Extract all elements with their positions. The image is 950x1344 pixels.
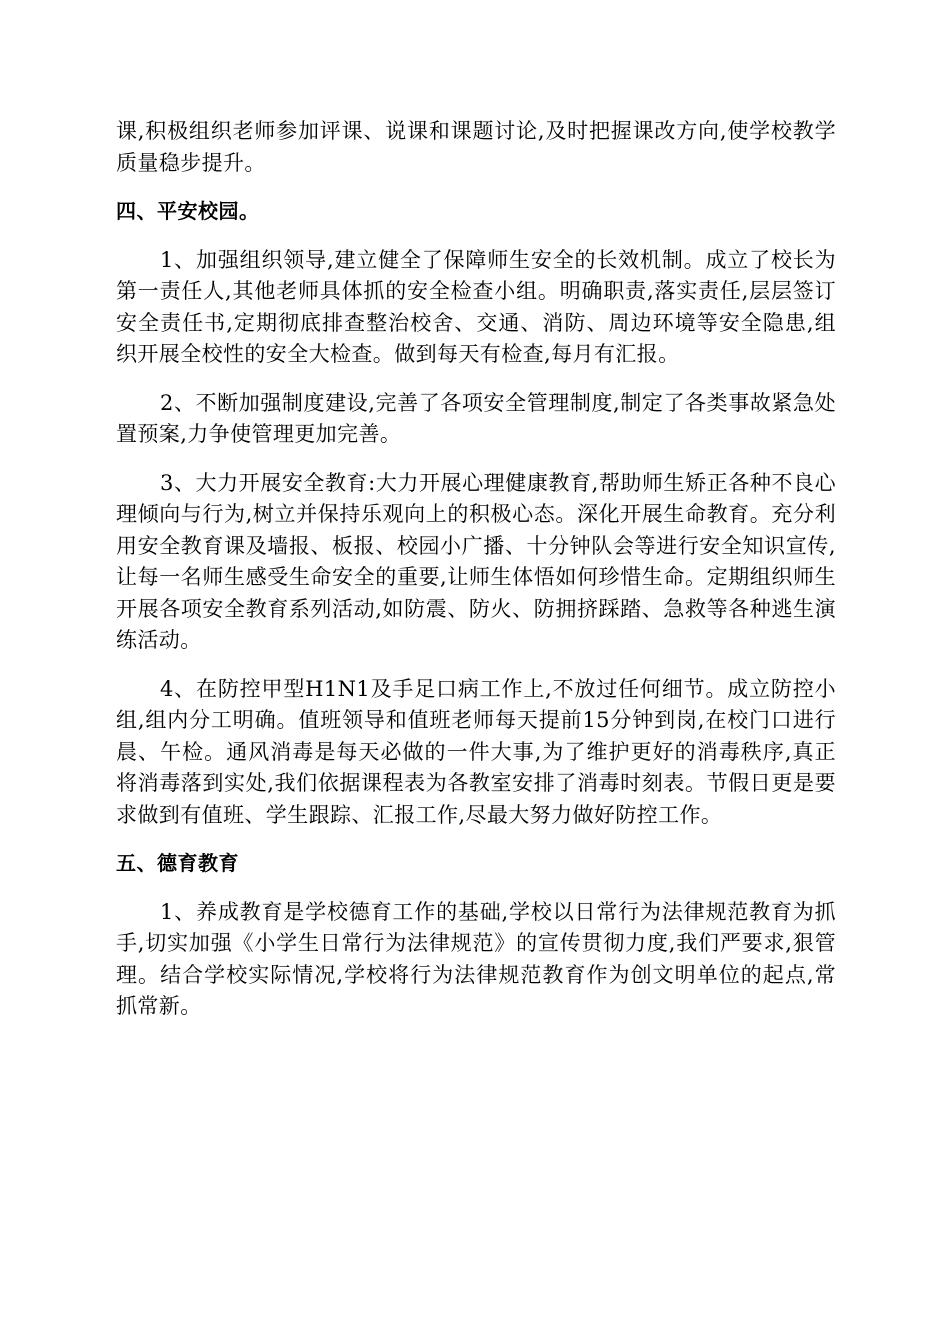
safe-campus-paragraph-1: 1、加强组织领导,建立健全了保障师生安全的长效机制。成立了校长为第一责任人,其他老师具体抓的安全检查小组。明确职责,落实责任,层层签订安全责任书,定期彻底排查整治校舍、交通、消防、周边环境等安全隐患,组织开展全校性的安全大检查。做到每天有检查,每月有汇报。 [116, 247, 836, 366]
document-body [116, 116, 836, 1040]
continuation-paragraph: 课,积极组织老师参加评课、说课和课题讨论,及时把握课改方向,使学校教学质量稳步提升。 [116, 119, 836, 175]
safe-campus-paragraph-2: 2、不断加强制度建设,完善了各项安全管理制度,制定了各类事故紧急处置预案,力争使管理更加完善。 [116, 390, 836, 446]
section-heading-moral-education: 五、德育教育 [116, 851, 239, 875]
safe-campus-paragraph-4: 4、在防控甲型H1N1及手足口病工作上,不放过任何细节。成立防控小组,组内分工明确。值班领导和值班老师每天提前15分钟到岗,在校门口进行晨、午检。通风消毒是每天必做的一件大事,为了维护更好的消毒秩序,真正将消毒落到实处,我们依据课程表为各教室安排了消毒时刻表。节假日更是要求做到有值班、学生跟踪、汇报工作,尽最大努力做好防控工作。 [116, 676, 836, 827]
moral-education-paragraph-1: 1、养成教育是学校德育工作的基础,学校以日常行为法律规范教育为抓手,切实加强《小学生日常行为法律规范》的宣传贯彻力度,我们严要求,狠管理。结合学校实际情况,学校将行为法律规范教育作为创文明单位的起点,常抓常新。 [116, 899, 836, 1018]
safe-campus-paragraph-3: 3、大力开展安全教育:大力开展心理健康教育,帮助师生矫正各种不良心理倾向与行为,树立并保持乐观向上的积极心态。深化开展生命教育。充分利用安全教育课及墙报、板报、校园小广播、十分钟队会等进行安全知识宣传,让每一名师生感受生命安全的重要,让师生体悟如何珍惜生命。定期组织师生开展各项安全教育系列活动,如防震、防火、防拥挤踩踏、急救等各种逃生演练活动。 [116, 470, 836, 652]
section-heading-safe-campus: 四、平安校园。 [116, 199, 260, 223]
